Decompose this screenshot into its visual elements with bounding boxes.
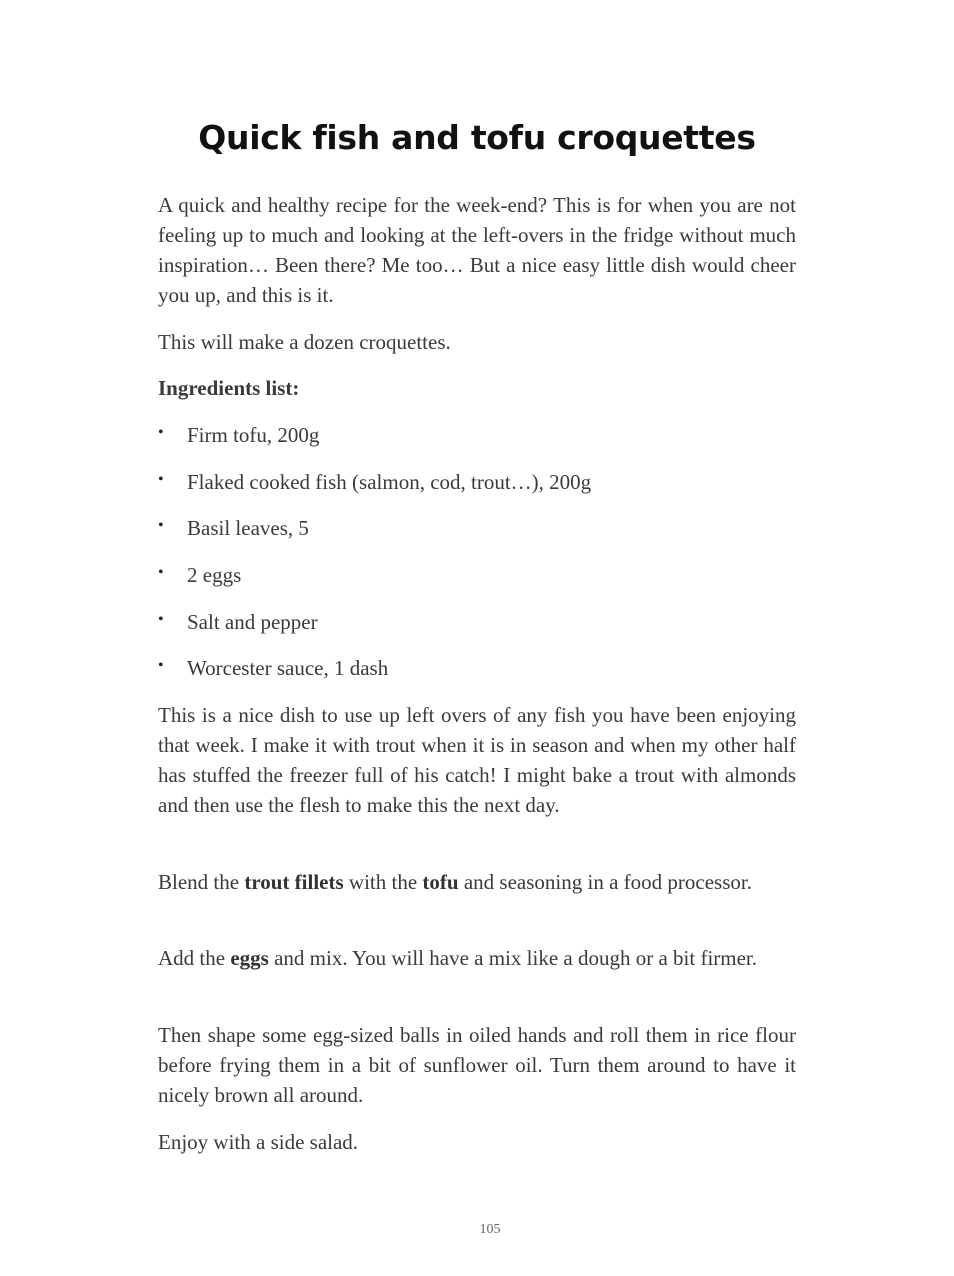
ingredient-text: Salt and pepper [187,610,318,634]
blend-step-text: Blend the [158,870,245,894]
ingredient-text: Firm tofu, 200g [187,423,320,447]
bullet-icon: • [158,517,164,534]
list-item [158,467,796,497]
shape-step-paragraph: Then shape some egg-sized balls in oiled hands and roll them in rice flour before frying them in a bit of sunflower oil. Turn them around to have it nicely brown all around. [158,1023,796,1107]
list-item [158,420,796,450]
bullet-icon: • [158,657,164,674]
ingredient-text: Flaked cooked fish (salmon, cod, trout…), 200g [187,470,592,494]
list-item [158,513,796,543]
bullet-icon: • [158,564,164,581]
ingredient-text: Worcester sauce, 1 dash [187,656,389,680]
bullet-icon: • [158,611,164,628]
eggs-step-text: Add the [158,946,231,970]
blend-step-text: with the [343,870,423,894]
eggs-step-text: and mix. You will have a mix like a dough or a bit firmer. [268,946,758,970]
tofu-emphasis: tofu [422,870,459,894]
ingredient-text: 2 eggs [187,563,242,587]
ingredient-text: Basil leaves, 5 [187,516,309,540]
list-item [158,653,796,683]
blend-step-text: and seasoning in a food processor. [458,870,752,894]
intro-paragraph: A quick and healthy recipe for the week-end? This is for when you are not feeling up to much and looking at the left-overs in the fridge without much inspiration… Been there? Me too… But a nice easy little dish would cheer you up, and this is it. [158,193,796,307]
servings-paragraph: This will make a dozen croquettes. [158,330,451,354]
list-item [158,560,796,590]
bullet-icon: • [158,424,164,441]
trout-fillets-emphasis: trout fillets [244,870,344,894]
ingredients-heading: Ingredients list: [158,376,300,400]
page-number: 105 [479,1222,501,1237]
eggs-emphasis: eggs [230,946,269,970]
bullet-icon: • [158,471,164,488]
recipe-title: Quick fish and tofu croquettes [198,118,756,157]
closing-paragraph: Enjoy with a side salad. [158,1130,359,1154]
list-item [158,607,796,637]
leftovers-paragraph: This is a nice dish to use up left overs of any fish you have been enjoying that week. I make it with trout when it is in season and when my other half has stuffed the freezer full of his catch! I might bake a trout with almonds and then use the flesh to make this the next day. [158,703,796,817]
eggs-step-paragraph [158,943,796,973]
blend-step-paragraph [158,867,796,897]
